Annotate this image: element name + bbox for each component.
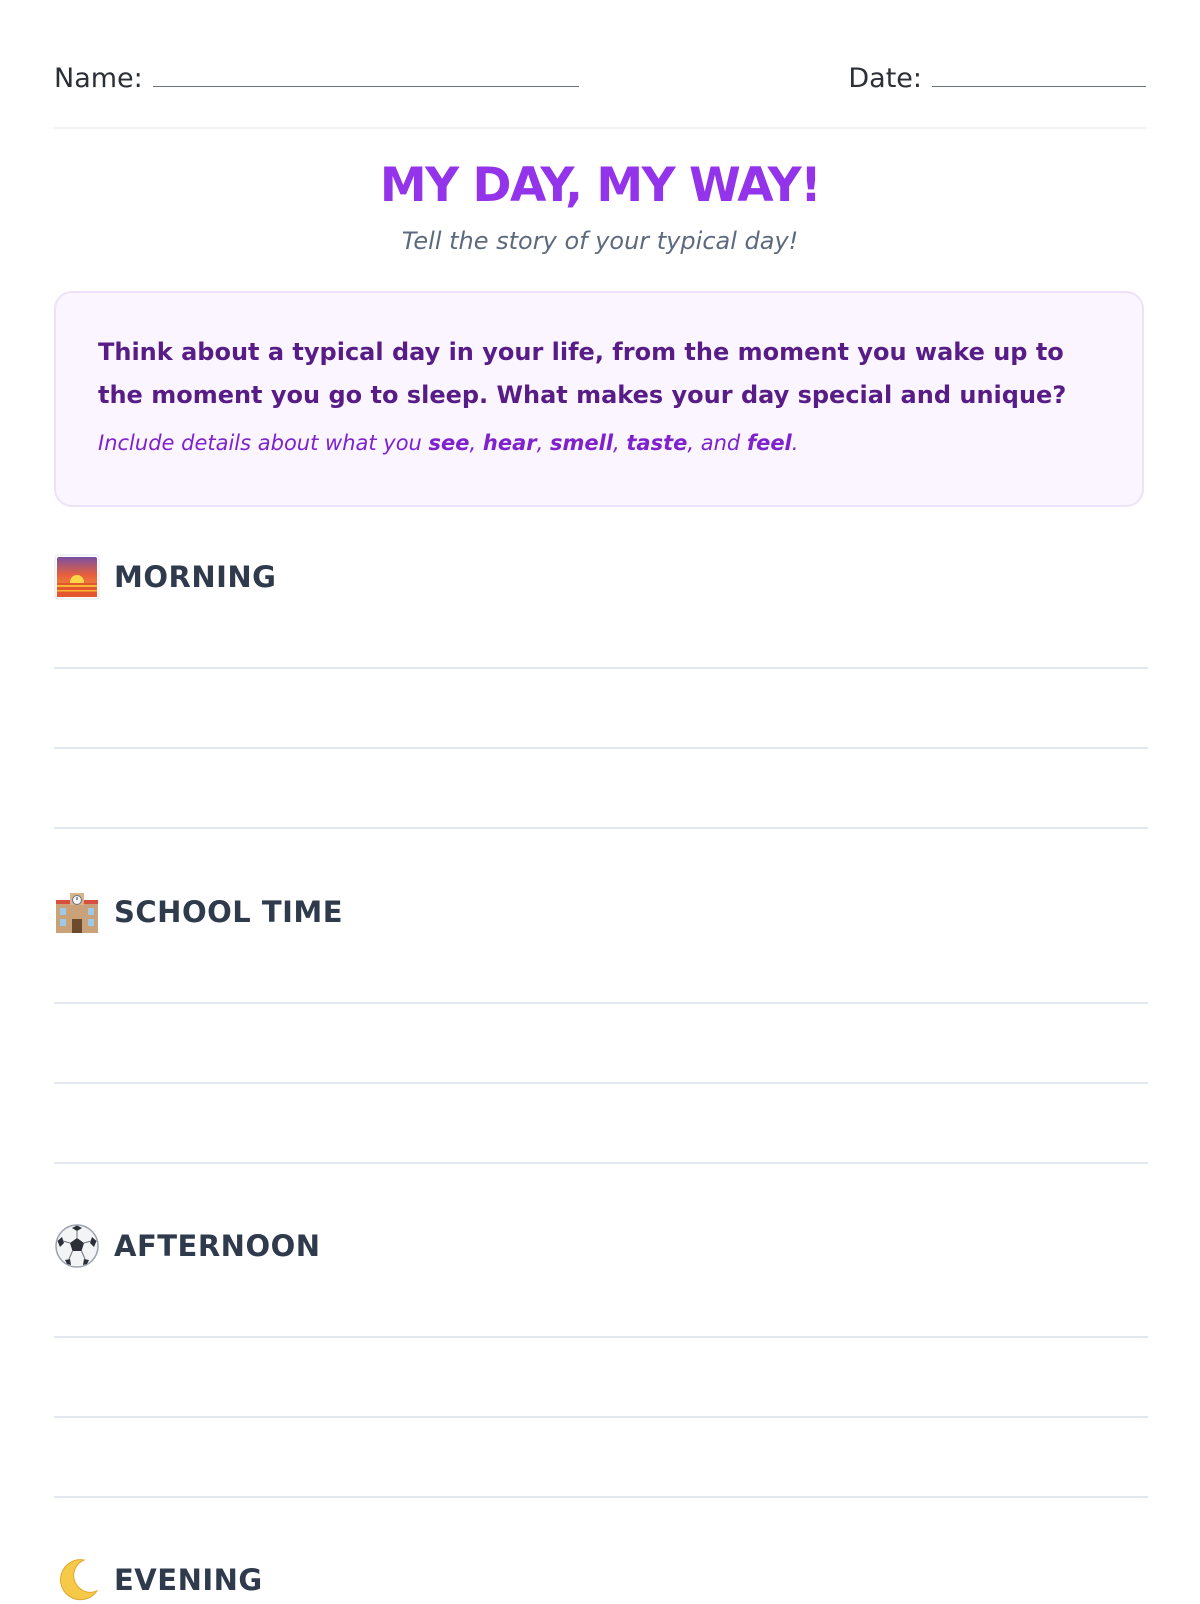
page-subtitle: Tell the story of your typical day! [401,227,799,255]
name-field [54,63,579,94]
writing-line [54,1336,1148,1338]
joiner: , [613,431,627,455]
joiner: , [469,431,483,455]
prompt-detail-intro: Include details about what you [98,431,429,455]
prompt-text: Think about a typical day in your life, from the moment you wake up to the moment you go to sleep. What makes your day special and unique? [98,338,1067,409]
section-title-school-time: SCHOOL TIME [114,895,344,929]
soccer-ball-icon [54,1223,100,1269]
header-divider [54,127,1146,129]
prompt-detail [98,431,1102,455]
section-evening [54,1556,263,1604]
sense-taste: taste [626,431,688,455]
writing-line [54,1162,1148,1164]
section-afternoon [54,1222,321,1270]
name-label: Name: [54,63,143,94]
joiner: . [791,431,799,455]
section-morning [54,553,276,601]
date-label: Date: [848,63,922,94]
sense-smell: smell [550,431,614,455]
date-blank-line [932,86,1146,87]
school-icon [54,889,100,935]
date-field [848,63,1146,94]
writing-line [54,1496,1148,1498]
page-title: MY DAY, MY WAY! [379,158,821,213]
writing-line [54,1082,1148,1084]
writing-line [54,667,1148,669]
writing-line [54,747,1148,749]
writing-line [54,1002,1148,1004]
section-title-afternoon: AFTERNOON [114,1229,321,1263]
sense-feel: feel [746,431,792,455]
sunrise-icon [54,554,100,600]
name-blank-line [153,86,579,87]
prompt-box [54,291,1144,507]
writing-line [54,1416,1148,1418]
section-school-time [54,888,343,936]
writing-line [54,827,1148,829]
section-title-morning: MORNING [114,560,277,594]
joiner: , and [687,431,747,455]
header-row [54,58,1146,94]
sense-hear: hear [482,431,537,455]
sense-see: see [428,431,470,455]
section-title-evening: EVENING [114,1563,263,1597]
crescent-moon-icon [54,1557,100,1603]
joiner: , [536,431,550,455]
